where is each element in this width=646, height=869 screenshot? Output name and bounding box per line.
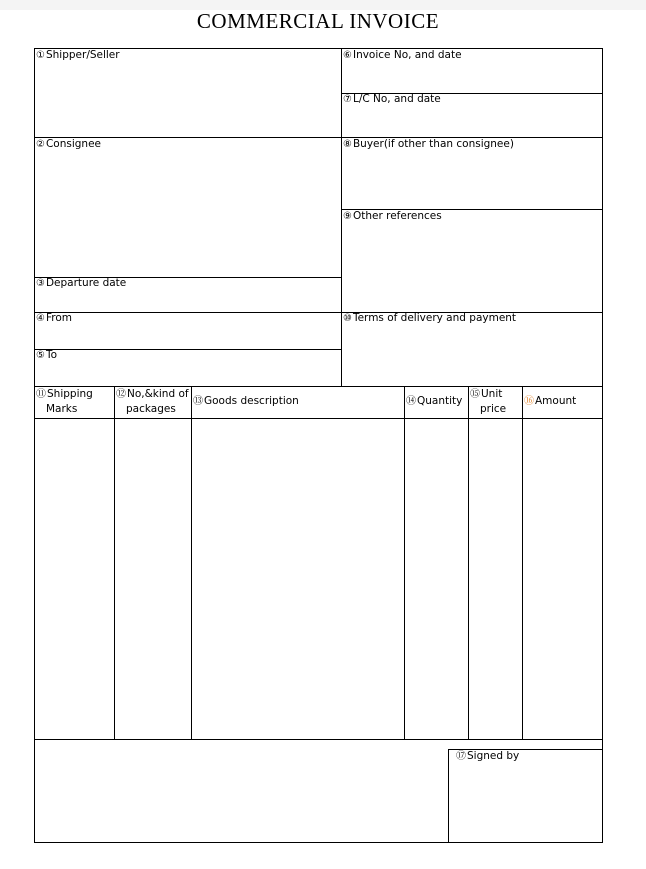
col-divider-1 <box>114 386 115 739</box>
other-refs-text: Other references <box>352 210 442 222</box>
col-divider-5 <box>522 386 523 739</box>
departure-label <box>36 276 126 291</box>
field-number: ② <box>36 139 45 150</box>
col-header-line2: price <box>480 403 507 415</box>
signed-label <box>456 749 519 764</box>
field-number: ③ <box>36 278 45 289</box>
buyer-label <box>343 137 514 152</box>
col-header-line1: Goods description <box>204 395 299 407</box>
to-text: To <box>45 349 58 361</box>
field-number: ⑯ <box>524 396 534 407</box>
field-number: ⑭ <box>406 396 416 407</box>
terms-label <box>343 311 516 326</box>
col-header-line1: No,&kind of <box>127 388 189 400</box>
col-header-line2: Marks <box>46 403 78 415</box>
col-header-line2: packages <box>126 403 176 415</box>
col-header-line1: Quantity <box>417 395 463 407</box>
col-header-line1: Shipping <box>47 388 93 400</box>
document-title: COMMERCIAL INVOICE <box>196 9 440 33</box>
col-header-quantity <box>406 394 462 409</box>
col-divider-2 <box>191 386 192 739</box>
field-number: ④ <box>36 313 45 324</box>
line-table-header <box>34 418 603 419</box>
col-header-shipping-marks <box>36 387 93 416</box>
field-number: ⑥ <box>343 50 352 61</box>
field-number: ⑫ <box>116 389 126 400</box>
field-number: ⑮ <box>470 389 480 400</box>
col-divider-3 <box>404 386 405 739</box>
line-row2 <box>34 312 603 313</box>
field-number: ⑬ <box>193 396 203 407</box>
lc-no-label <box>343 92 441 107</box>
field-number: ⑤ <box>36 350 45 361</box>
terms-text: Terms of delivery and payment <box>352 312 517 324</box>
col-divider-4 <box>468 386 469 739</box>
col-header-packages <box>116 387 189 416</box>
col-header-amount <box>524 394 576 409</box>
field-number: ① <box>36 50 45 61</box>
from-text: From <box>45 312 72 324</box>
departure-text: Departure date <box>45 277 127 289</box>
field-number: ⑰ <box>456 751 466 762</box>
line-row1 <box>34 137 603 138</box>
other-refs-label <box>343 209 442 224</box>
col-header-line1: Unit <box>481 388 503 400</box>
line-from-to <box>34 349 341 350</box>
lc-no-text: L/C No, and date <box>352 93 441 105</box>
shipper-text: Shipper/Seller <box>45 49 120 61</box>
from-label <box>36 311 72 326</box>
invoice-no-label <box>343 48 462 63</box>
field-number: ⑨ <box>343 211 352 222</box>
upper-divider <box>341 48 342 387</box>
consignee-label <box>36 137 101 152</box>
field-number: ⑧ <box>343 139 352 150</box>
field-number: ⑪ <box>36 389 46 400</box>
consignee-text: Consignee <box>45 138 102 150</box>
shipper-label <box>36 48 120 63</box>
col-header-unit-price <box>470 387 506 416</box>
field-number: ⑦ <box>343 94 352 105</box>
col-header-line1: Amount <box>535 395 577 407</box>
buyer-text: Buyer(if other than consignee) <box>352 138 514 150</box>
field-number: ⑩ <box>343 313 352 324</box>
invoice-no-text: Invoice No, and date <box>352 49 462 61</box>
col-header-goods <box>193 394 299 409</box>
to-label <box>36 348 57 363</box>
signed-text: Signed by <box>467 750 520 762</box>
